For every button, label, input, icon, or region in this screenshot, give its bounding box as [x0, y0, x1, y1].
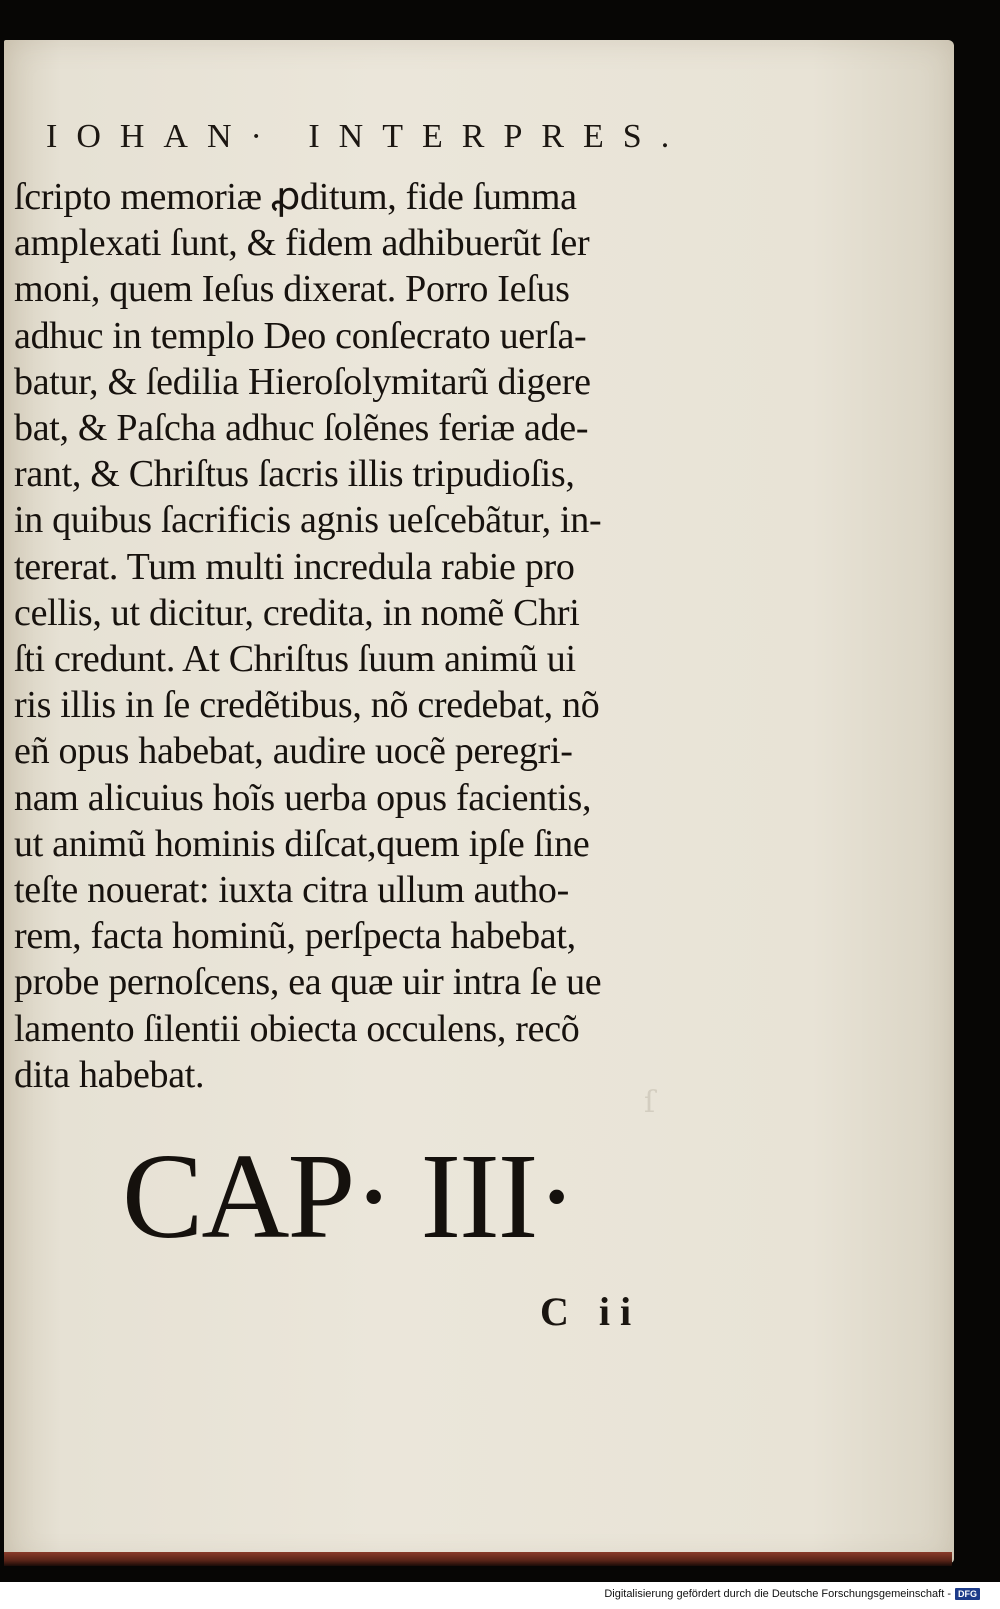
text-line: rem, facta hominũ, perſpecta habebat, [14, 915, 576, 958]
bleed-through-text: ſ [644, 1085, 722, 1120]
text-line: in quibus ſacrificis agnis ueſcebãtur, in- [14, 499, 602, 542]
signature-mark: C ii [540, 1289, 642, 1334]
text-line: ſcripto memoriæ ꝓditum, fide ſumma [14, 176, 577, 218]
page-edge [4, 1552, 952, 1566]
chapter-heading: CAP· III· [122, 1129, 575, 1264]
text-line: probe pernoſcens, ea quæ uir intra ſe ue [14, 961, 602, 1004]
text-line: lamento ſilentii obiecta occulens, recõ [14, 1007, 580, 1050]
digitization-credit [604, 1588, 980, 1600]
text-line: ris illis in ſe credẽtibus, nõ credebat, nõ [14, 684, 600, 727]
running-head: IOHAN· INTERPRES. [46, 118, 689, 155]
text-line: dita habebat. [14, 1053, 205, 1096]
text-line: tererat. Tum multi incredula rabie pro [14, 545, 575, 588]
text-line: bat, & Paſcha adhuc ſolẽnes feriæ ade- [14, 407, 589, 450]
text-line: ut animũ hominis diſcat,quem ipſe ſine [14, 822, 590, 865]
credit-text: Digitalisierung gefördert durch die Deutsche Forschungsgemeinschaft - [604, 1588, 951, 1600]
text-line: cellis, ut dicitur, credita, in nomẽ Chri [14, 591, 580, 634]
text-line: rant, & Chriſtus ſacris illis tripudioſis, [14, 453, 575, 496]
body-text [14, 174, 674, 1098]
text-line: ſti credunt. At Chriſtus ſuum animũ ui [14, 638, 576, 681]
text-line: moni, quem Ieſus dixerat. Porro Ieſus [14, 268, 570, 311]
dfg-logo-icon: DFG [955, 1588, 980, 1600]
text-line: eñ opus habebat, audire uocẽ peregri- [14, 730, 573, 773]
text-line: teſte nouerat: iuxta citra ullum autho- [14, 869, 569, 912]
text-line: adhuc in templo Deo conſecrato uerſa- [14, 314, 587, 357]
text-line: amplexati ſunt, & fidem adhibuerũt ſer [14, 222, 590, 265]
text-line: batur, & ſedilia Hieroſolymitarũ digere [14, 360, 591, 403]
text-line: nam alicuius hoĩs uerba opus facientis, [14, 776, 592, 819]
